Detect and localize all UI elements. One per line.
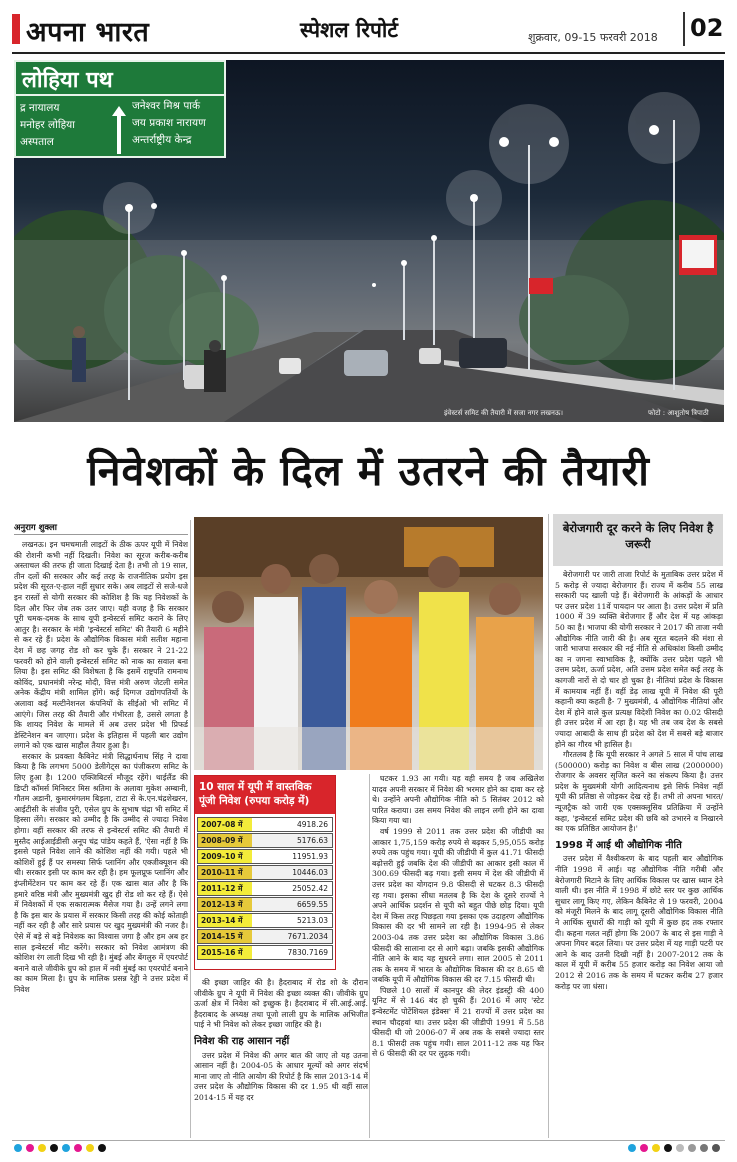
footer-dot	[664, 1144, 672, 1152]
investment-table-title: 10 साल में यूपी में वास्तविक पूंजी निवेश (रुपया करोड़ में)	[195, 776, 335, 814]
author-byline: अनुराग शुक्ला	[14, 523, 58, 533]
road-sign-title: लोहिया पथ	[22, 68, 113, 93]
sidebar-paragraph: उत्तर प्रदेश में वैश्वीकरण के बाद पहली बार औद्योगिक नीति 1998 में आई। यह औद्योगिक नीति गरीबी और बेरोजगारी मिटाने के लिए आर्थिक विकास पर खास ध्यान देने वाली थी। इस नीति में 1998 में छोटे स्तर पर कुछ आर्थिक सुधार लागू किए गए, लेकिन कैबिनेट से 19 फरवरी, 2004 को मंजूरी मिलने के बाद लागू दूसरी औद्योगिक विकास नीति ने आर्थिक सुधारों की गाड़ी को यूपी में कुछ हद तक रफ्तार दी। कहना गलत नहीं होगा कि 2007 के बाद से इस गाड़ी ने अपना गियर बदल लिया। पर उत्तर प्रदेश में यह गाड़ी पटरी पर आने के बाद उतनी दिखी नहीं है। 2007-2012 तक के काल में यूपी में करीब 55 हजार करोड़ का निवेश आया जो 2012 से 2016 तक के समय में घटकर करीब 27 हजार करोड़ पर जा धंसा।	[555, 854, 723, 991]
column-divider	[369, 774, 370, 1138]
table-value: 10446.03	[252, 866, 332, 879]
road-sign-right-line: जनेश्वर मिश्र पार्क	[132, 100, 201, 112]
page-number: 02	[690, 14, 724, 42]
road-sign-left-line: अस्पताल	[20, 136, 54, 148]
table-year: 2012-13 में	[198, 898, 252, 911]
table-value: 4918.26	[252, 818, 332, 831]
road-sign-right-line: अन्तर्राष्ट्रीय केन्द्र	[132, 134, 192, 146]
footer-dot	[62, 1144, 70, 1152]
sidebar-title: बेरोजगारी दूर करने के लिए निवेश है जरूरी	[562, 521, 714, 551]
article-paragraph: घटकर 1.93 आ गयी। यह वही समय है जब अखिलेश यादव अपनी सरकार में निवेश की भरमार होने का दावा कर रहे थे। उन्होंने अपनी औद्योगिक नीति को 5 सितंबर 2012 को पारित कराया। उस समय निवेश की लाइन लगी होने का दावा किया गया था।	[372, 774, 544, 826]
table-year: 2015-16 में	[198, 946, 252, 959]
table-row	[197, 865, 333, 880]
footer-dot	[712, 1144, 720, 1152]
main-headline: निवेशकों के दिल में उतरने की तैयारी	[87, 447, 650, 495]
table-row	[197, 881, 333, 896]
footer-dot	[14, 1144, 22, 1152]
footer-dots-right	[628, 1144, 720, 1152]
footer-rule	[12, 1140, 725, 1141]
footer-dot	[74, 1144, 82, 1152]
table-year: 2007-08 में	[198, 818, 252, 831]
footer-dot	[38, 1144, 46, 1152]
newspaper-logo: अपना भारत	[26, 17, 150, 48]
road-sign	[14, 60, 226, 158]
footer-dot	[628, 1144, 636, 1152]
issue-date: शुक्रवार, 09-15 फरवरी 2018	[528, 31, 658, 44]
sidebar-subheading: 1998 में आई थी औद्योगिक नीति	[555, 839, 682, 851]
footer-dot	[688, 1144, 696, 1152]
table-value: 5213.03	[252, 914, 332, 927]
article-paragraph: उत्तर प्रदेश में निवेश की अगर बात की जाए तो यह उतना आसान नहीं है। 2004-05 के आधार मूल्यों को अगर संदर्भ माना जाए तो नीति आयोग की रिपोर्ट है कि साल 2013-14 में उत्तर प्रदेश के औद्योगिक विकास की दर 1.95 थी वहीं साल 2014-15 में यह दर	[194, 1050, 368, 1102]
table-value: 6659.55	[252, 898, 332, 911]
table-value: 7671.2034	[252, 930, 332, 943]
table-value: 5176.63	[252, 834, 332, 847]
table-year: 2014-15 में	[198, 930, 252, 943]
article-paragraph: सरकार के प्रवक्ता कैबिनेट मंत्री सिद्धार्थनाथ सिंह ने दावा किया है कि लगभग 5000 डेलीगेट्स का पंजीकरण समिट के लिए हुआ है। 1200 एक्जिबिटर्स मौजूद रहेंगे। थाईलैंड की डिप्टी कॉमर्स मिनिस्टर मिस श्रतिमा के अलावा मुकेश अम्बानी, गौतम अडानी, कुमारमंगलम बिड़ला, टाटा से के.एन.चंद्रशेखरन, आईटीसी के संजीव पुरी, एसेल ग्रुप के सुभाष चंद्रा भी समिट में हिस्सा लेंगे। सरकार को उम्मीद है कि उम्मीद से ज्यादा निवेश होगा। वहीं सरकार की तरफ से इन्वेस्टर्स समिट की तैयारी में मुस्तैद आईआईडीसी अनूप चंद्र पांडेय कहते हैं, 'ऐसा नहीं है कि इससे पहले निवेश लाने की कोशिश नहीं की गयी। पहले भी कोशिशें हुई हैं पर समस्या सिर्फ प्लानिंग और एक्जीक्यूशन की थी। सरकार इसी पर काम कर रही है। हम फूलप्रूफ प्लानिंग और इंप्लीमेंटेशन पर काम कर रहे हैं। एक खास बात और है कि हमारे वरिष्ठ मंत्री और मुख्यमंत्री खुद ही रोड शो कर रहे हैं। ऐसे में निवेशकों में एक सकारात्मक मैसेज गया है। उन्हें लगने लगा है कि इस बार के प्रयास में सरकार किसी तरह की कोई कोताही नहीं कर रही है और सारे प्रयास पर खुद मुख्यमंत्री की नजर है। ऐसे में बड़े से बड़े निवेशक का विश्वास जगा है और हम अब हर साल इन्वेस्टर्स मीट करेंगे। सरकार को निवेश आमंत्रण की कोशिश रंग लाती दिख भी रही है। मुंबई और बेंगलुरु में एयरपोर्ट बनाने वाले जीवीके ग्रुप को हाल में नवी मुंबई का एयरपोर्ट बनाने का काम मिला है। ग्रुप के मालिक प्रसन्न रेड्डी ने उत्तर प्रदेश में निवेश	[14, 751, 188, 994]
road-sign-left-destinations	[20, 100, 75, 151]
footer-dots-left	[14, 1144, 106, 1152]
arrow-up-icon	[112, 106, 126, 154]
table-year: 2013-14 में	[198, 914, 252, 927]
footer-dot	[86, 1144, 94, 1152]
group-photo	[194, 517, 543, 770]
masthead	[0, 0, 737, 56]
article-column-left	[14, 540, 188, 1140]
article-subheading: निवेश की राह आसान नहीं	[194, 1035, 290, 1047]
table-year: 2009-10 में	[198, 850, 252, 863]
article-column-middle-1	[194, 978, 368, 1138]
table-row	[197, 817, 333, 832]
table-year: 2008-09 में	[198, 834, 252, 847]
footer-dot	[700, 1144, 708, 1152]
table-value: 25052.42	[252, 882, 332, 895]
section-title: स्पेशल रिपोर्ट	[300, 18, 398, 42]
footer-dot	[50, 1144, 58, 1152]
investment-table	[194, 775, 336, 970]
table-row	[197, 833, 333, 848]
footer-color-dots	[0, 1144, 737, 1156]
footer-dot	[676, 1144, 684, 1152]
table-value: 7830.7169	[252, 946, 332, 959]
sidebar-column	[555, 570, 723, 1138]
road-sign-left-line: मनोहर लोहिया	[20, 119, 75, 131]
table-row	[197, 849, 333, 864]
photo-caption: इंवेस्टर्स समिट की तैयारी में सजा नगर लखनऊ।	[444, 409, 563, 417]
sidebar-title-box	[553, 514, 723, 566]
masthead-red-bar	[12, 14, 20, 44]
footer-dot	[640, 1144, 648, 1152]
column-divider	[190, 520, 191, 1138]
article-paragraph: पिछले 10 सालों में कानपुर की लेदर इंडस्ट्री की 400 यूनिट में से 146 बंद हो चुकी हैं। 2016 में आए 'स्टेट इन्वेस्टमेंट पोटेंशियल इंडेक्स' में 21 राज्यों में उत्तर प्रदेश का स्थान चौदहवां था। उत्तर प्रदेश की जीडीपी 1991 में 5.58 फीसदी थी जो 2006-07 में अब तक के सबसे ज्यादा स्तर 8.1 फीसदी तक पहुंच गयी। साल 2011-12 तक यह फिर से 6 फीसदी की दर पर लुढ़क गयी।	[372, 985, 544, 1059]
table-row	[197, 897, 333, 912]
table-year: 2010-11 में	[198, 866, 252, 879]
group-photo-illustration	[194, 517, 543, 770]
article-paragraph: की इच्छा जाहिर की है। हैदराबाद में रोड शो के दौरान जीवीके ग्रुप ने यूपी में निवेश की इच्छा व्यक्त की। जीवीके ग्रुप ऊर्जा क्षेत्र में निवेश को इच्छुक है। हैदराबाद में सी.आई.आई. हैदराबाद के अध्यक्ष तथा पूजो लाली ग्रुप के मालिक अभिजीत पाई ने भी निवेश को लेकर इच्छा जाहिर की है।	[194, 978, 368, 1030]
footer-dot	[98, 1144, 106, 1152]
road-sign-left-line: द्र नायालय	[20, 102, 60, 114]
article-paragraph: लखनऊ। इन चमचमाती लाइटों के ठीक ऊपर यूपी में निवेश की रोशनी कभी नहीं दिखती। निवेश का सूरज करीब-करीब अस्ताचल की तरफ ही जाता दिखाई देता है। तभी तो 19 साल, तीन दलों की सरकार और कई तरह के राजनीतिक प्रयोग इस प्रदेश की सूरत-ए-हाल नहीं सुधार सके। अब लाइटों से सजे-धजे इन रास्तों से योगी सरकार की कोशिश है कि यह निवेशकों के दिल और फिर जेब तक उतर जाए। यही वजह है कि सरकार पूरी चमक-दमक के साथ यूपी इन्वेस्टर्स समिट कराने के लिए आतुर है। सरकार के मंत्री 'इन्वेस्टर्स समिट' की तैयारी 6 महीने से कर रहे हैं। प्रदेश के औद्योगिक विकास मंत्री सतीश महाना देश में छह जगह रोड शो कर चुके हैं। सरकार ने 21-22 फरवरी को होने वाली इन्वेस्टर्स समिट को नाक का सवाल बना लिया है। इस समिट की विशेषता है कि इसमें राष्ट्रपति रामनाथ कोविंद, प्रधानमंत्री नरेन्द्र मोदी, वित्त मंत्री अरुण जेटली समेत अनेक केंद्रीय मंत्री शामिल होंगे। कई दिग्गज उद्योगपतियों के अलावा कई मल्टीनेशनल कंपनियों के सीईओ भी समिट में आएंगे। जिस तरह की तैयारी और गंभीरता है, उससे लगता है कि शायद निवेश के मामले में अब उत्तर प्रदेश भी प्रिफर्ड डेस्टिनेशन बन जाएगा। प्रदेश के इतिहास में पहली बार उद्योग लगाने को एक खास माहौल तैयार हुआ है।	[14, 540, 188, 751]
sidebar-paragraph: गौरतलब है कि यूपी सरकार ने अगले 5 साल में पांच लाख (500000) करोड़ का निवेश व बीस लाख (2000000) रोजगार के अवसर सृजित करने का संकल्प किया है। उत्तर प्रदेश के मुख्यमंत्री योगी आदित्यनाथ इसे सिर्फ निवेश नहीं यूपी की प्रतिष्ठा से जोड़कर देख रहे हैं। तभी तो अपना भारत/न्यूजट्रैक को जारी एक एक्सक्लूसिव प्रतिक्रिया में उन्होंने कहा, 'इन्वेस्टर्स समिट प्रदेश की छवि को उभारने व निखारने का एक प्रतिष्ठित आयोजन है।'	[555, 750, 723, 834]
table-value: 11951.93	[252, 850, 332, 863]
column-divider	[548, 514, 549, 1138]
table-year: 2011-12 में	[198, 882, 252, 895]
hero-photo	[14, 60, 724, 422]
masthead-rule	[12, 52, 725, 54]
road-sign-right-destinations	[132, 98, 206, 149]
sidebar-paragraph: बेरोजगारी पर जारी ताजा रिपोर्ट के मुताबिक उत्तर प्रदेश में 5 करोड़ से ज्यादा बेरोजगार हैं। राज्य में करीब 55 लाख सरकारी पद खाली पड़े हैं। बेरोजगारी के आंकड़ों के आधार पर उत्तर प्रदेश 11वें पायदान पर आता है। उत्तर प्रदेश में प्रति 1000 में 39 व्यक्ति बेरोजगार हैं और देश में यह आंकड़ा 50 का है। भाजपा की योगी सरकार ने 2017 की ताजा नयी औद्योगिक नीति जारी की है। अब सूरत बदलने की मंशा से जारी भाजपा सरकार की नई नीति से अधिकांश किसी उम्मीद का न जगना स्वाभाविक है, क्योंकि उत्तर प्रदेश पहले भी उत्तम प्रदेश, ऊर्जा प्रदेश, अति उत्तम प्रदेश समेत कई तरह के कागजी नारों से दो चार हो चुका है। नीतियां प्रदेश के विकास में कामयाब नहीं हैं। वहीं डेढ़ लाख यूपी में निवेश की पूरी कहानी क्या कहती है- 7 मुख्यमंत्री, 4 औद्योगिक नीतियां और देश में होने वाले कुल प्रत्यक्ष विदेशी निवेश का 0.02 फीसदी ही उत्तर प्रदेश में आ रहा है। यह भी तब जब देश के सबसे ज्यादा आबादी के साथ ही प्रदेश को देश में सबसे बड़े बाजार होने का गौरव भी हासिल है।	[555, 570, 723, 749]
road-sign-right-line: जय प्रकाश नारायण	[132, 117, 206, 129]
footer-dot	[652, 1144, 660, 1152]
table-row	[197, 913, 333, 928]
footer-dot	[26, 1144, 34, 1152]
investment-table-rows	[197, 817, 333, 961]
table-row	[197, 929, 333, 944]
table-row	[197, 945, 333, 960]
byline-rule	[14, 534, 188, 535]
article-paragraph: वर्ष 1999 से 2011 तक उत्तर प्रदेश की जीडीपी का आकार 1,75,159 करोड़ रुपये से बढ़कर 5,95,055 करोड़ रुपये तक पहुंच गया। यूपी की जीडीपी में कुल 41.71 फीसदी बढ़ोत्तरी हुई जबकि देश की जीडीपी का आकार इसी काल में 300.69 फीसदी बढ़ गया। इसी समय में देश की जीडीपी में उत्तर प्रदेश का योगदान 9.8 फीसदी से घटकर 8.3 फीसदी रह गया। इसका सीधा मतलब है कि देश के दूसरे राज्यों ने अपने आर्थिक प्रदर्शन से यूपी को बहुत पीछे छोड़ दिया। यूपी देश में किस तरह पिछड़ता गया इसका एक उदाहरण औद्योगिक विकास की दर भी सामने ला रही है। 1994-95 से लेकर 2003-04 तक उत्तर प्रदेश का औद्योगिक विकास 3.86 फीसदी की सालाना दर से आगे बढ़ा। जबकि इसकी औद्योगिक नीति आने के बाद यह सुधरने लगा। साल 2005 से 2011 तक के समय में भारत के औद्योगिक विकास की दर 8.65 थी जबकि यूपी में औद्योगिक विकास की दर 7.15 फीसदी थी।	[372, 826, 544, 985]
photo-credit: फोटो : आशुतोष त्रिपाठी	[648, 409, 709, 417]
article-column-middle-2	[372, 774, 544, 1138]
masthead-divider	[683, 12, 685, 46]
road-sign-rule	[16, 94, 224, 96]
